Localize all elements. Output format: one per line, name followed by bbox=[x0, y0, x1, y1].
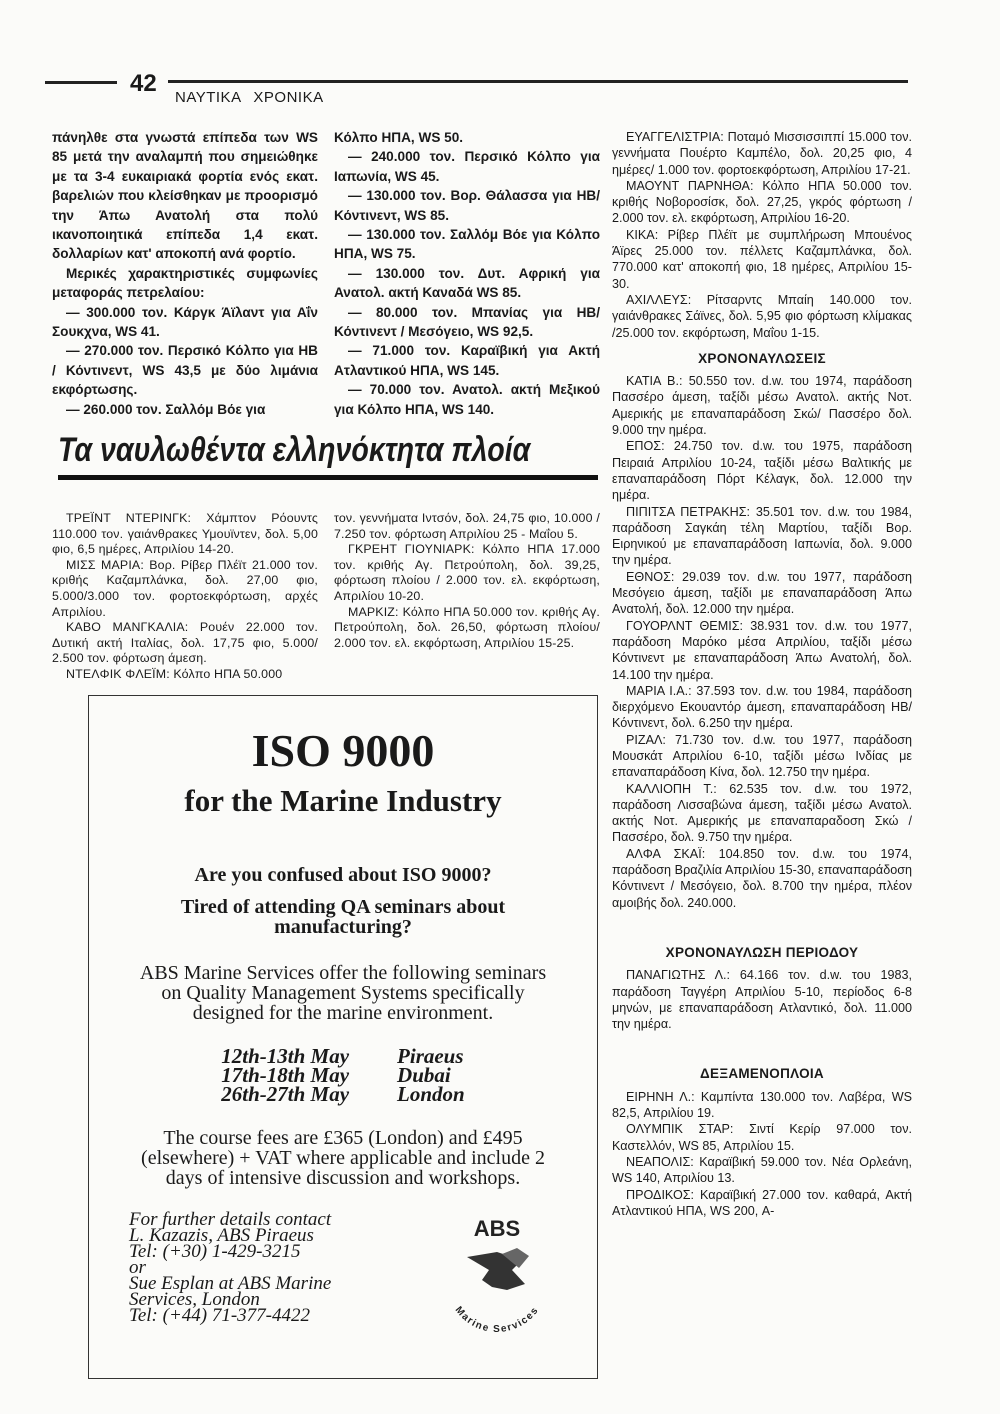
schedule-city: Piraeus bbox=[397, 1043, 464, 1068]
article-column-2 bbox=[334, 128, 600, 419]
schedule-city: Dubai bbox=[397, 1062, 451, 1087]
paragraph: — 130.000 τον. Δυτ. Αφρική για Ανατολ. ακτή Καναδά WS 85. bbox=[334, 265, 600, 301]
ad-body: ABS Marine Services offer the following seminars on Quality Management Systems specifically designed for the marine environment. bbox=[139, 961, 547, 1024]
headline-text: Τα ναυλωθέντα ελληνόκτητα πλοία bbox=[58, 431, 531, 470]
contact-line: L. Kazazis, ABS Piraeus bbox=[129, 1224, 314, 1246]
paragraph: — 300.000 τον. Κάργκ Άϊλαντ για Αΐν Σουκχνα, WS 41. bbox=[52, 304, 318, 340]
charter-entry: ΕΠΟΣ: 24.750 τον. d.w. του 1975, παράδοση Πειραιά Απριλίου 10-24, ταξίδι μέσω Βαλτικής με επαναπαράδοση Πόρτ Κέλαγκ, δολ. 12.000 την ημέρα. bbox=[612, 439, 912, 503]
ad-subtitle: for the Marine Industry bbox=[184, 782, 502, 818]
paragraph: Κόλπο ΗΠΑ, WS 50. bbox=[334, 130, 464, 145]
charter-entry: ΚΑΛΛΙΟΠΗ Τ.: 62.535 τον. d.w. του 1972, παράδοση Λισσαβώνα άμεση, ταξίδι μέσω Ανατολ. ακτής Νοτ. Αμερικής με επαναπαραδοση Σκώ / Πασσέρο, δολ. 9.750 την ημέρα. bbox=[612, 781, 912, 845]
contact-line: Sue Esplan at ABS Marine bbox=[129, 1272, 332, 1294]
charter-entry: ΝΕΑΠΟΛΙΣ: Καραϊβική 59.000 τον. Νέα Ορλεάνη, WS 140, Απριλίου 13. bbox=[612, 1154, 912, 1186]
charter-entry: ΓΟΥΟΡΛΝΤ ΘΕΜΙΣ: 38.931 τον. d.w. του 1977, παράδοση Μαρόκο μέσα Απριλίου, ταξίδι μέσω Κόντινεντ με επαναπαράδοση Άπω Ανατολή, δολ. 14.100 την ημέρα. bbox=[612, 618, 912, 682]
ad-contact-row bbox=[129, 1208, 557, 1332]
svg-text:Marine Services bbox=[453, 1304, 542, 1331]
ad-contact bbox=[129, 1208, 332, 1326]
paragraph: — 260.000 τον. Σαλλόμ Βόε για bbox=[66, 401, 266, 417]
paragraph: — 130.000 τον. Βορ. Θάλασσα για ΗΒ/ Κόντινεντ, WS 85. bbox=[334, 188, 600, 223]
chartered-ships bbox=[52, 511, 600, 683]
schedule-dates: 12th-13th May bbox=[221, 1043, 350, 1068]
schedule-dates: 26th-27th May bbox=[221, 1081, 350, 1106]
ad-title: ISO 9000 bbox=[251, 724, 435, 776]
charter-entry: τον. γεννήματα Ιντσόν, δολ. 24,75 φιο, 10.000 / 7.250 τον. φόρτωση Απριλίου 25 - Μαΐου 5. bbox=[334, 511, 600, 541]
schedule-dates: 17th-18th May bbox=[221, 1062, 350, 1087]
top-article bbox=[52, 128, 600, 419]
ad-fees: The course fees are £365 (London) and £495 (elsewhere) + VAT where applicable and include 2 days of intensive discussion and workshops. bbox=[141, 1126, 545, 1189]
magazine-title: ΝΑΥΤΙΚΑ ΧΡΟΝΙΚΑ bbox=[175, 89, 324, 106]
charter-entry: ΝΤΕΛΦΙΚ ΦΛΕΪΜ: Κόλπο ΗΠΑ 50.000 bbox=[66, 667, 283, 682]
charter-entry: ΑΛΦΑ ΣΚΑΪ: 104.850 τον. d.w. του 1974, παράδοση Βραζιλία Απριλίου 15-30, επαναπαράδοση Κόντινεντ / Μεσόγειο, δολ. 8.700 την ημέρα, πλέον αμοιβής δολ. 240.000. bbox=[612, 846, 912, 910]
paragraph: — 71.000 τον. Καραϊβική για Ακτή Ατλαντικού ΗΠΑ, WS 145. bbox=[334, 343, 600, 378]
right-column bbox=[612, 129, 912, 1219]
paragraph: πάνηλθε στα γνωστά επίπεδα των WS 85 μετά την αναλαμπή που σημειώθηκε με τα 3-4 ευκαιριακά φορτία ενός εκατ. βαρελιών που κλείσθηκαν με προορισμό την Άπω Ανατολή στα πολύ ικανοποιητικά επίπεδα 1,4 εκατ. δολλαρίων κατ' αποκοπή ανά φορτίο. bbox=[52, 130, 318, 262]
charter-entry: ΟΛΥΜΠΙΚ ΣΤΑΡ: Σιντί Κερίρ 97.000 τον. Καστελλόν, WS 85, Απριλίου 15. bbox=[612, 1122, 912, 1153]
section-headline bbox=[58, 429, 600, 485]
seminar-schedule bbox=[197, 1043, 488, 1106]
schedule-city: London bbox=[397, 1081, 465, 1106]
contact-line: Tel: (+30) 1-429-3215 bbox=[129, 1240, 301, 1262]
contact-line: or bbox=[129, 1256, 146, 1278]
abs-eagle-logo-icon bbox=[437, 1212, 557, 1332]
header-rule-right bbox=[168, 80, 908, 83]
schedule-row bbox=[197, 1085, 488, 1104]
iso9000-advertisement bbox=[88, 695, 598, 1379]
contact-line: For further details contact bbox=[129, 1208, 332, 1230]
charter-entry: ΜΙΣΣ ΜΑΡΙΑ: Βορ. Ρίβερ Πλέϊτ 21.000 τον. κριθής Καζαμπλάνκα, δολ. 27,00 φιο, 5.000/3.000 τον. φορτοεκφόρτωση, αρχές Απριλίου. bbox=[52, 557, 318, 619]
charter-entry: ΠΙΠΙΤΣΑ ΠΕΤΡΑΚΗΣ: 35.501 τον. d.w. του 1984, παράδοση Σαγκάη τέλη Μαρτίου, ταξίδι Βορ. Ειρηνικού με επαναπαράδοση Ιαπωνία, δολ. 9.000 την ημέρα. bbox=[612, 504, 912, 568]
charter-entry: ΜΑΟΥΝΤ ΠΑΡΝΗΘΑ: Κόλπο ΗΠΑ 50.000 τον. κριθής Νοβοροσίσκ, δολ. 27,25, γκρός φόρτωση / 2.000 τον. ελ. εκφόρτωση, Απριλίου 16-20. bbox=[612, 178, 912, 226]
page-number: 42 bbox=[130, 70, 157, 97]
chartered-column-2 bbox=[334, 511, 600, 651]
section-heading-period-charter: ΧΡΟΝΟΝΑΥΛΩΣΗ ΠΕΡΙΟΔΟΥ bbox=[665, 944, 859, 960]
charter-entry: ΕΙΡΗΝΗ Λ.: Καμπίντα 130.000 τον. Λαβέρα, WS 82,5, Απριλίου 19. bbox=[612, 1089, 912, 1121]
left-region bbox=[52, 128, 600, 1379]
headline-underline bbox=[58, 475, 598, 480]
charter-entry: ΜΑΡΙΑ Ι.Α.: 37.593 τον. d.w. του 1984, παράδοση διερχόμενο Εκουαντόρ άμεση, επαναπαράδοση ΗΒ/ Κόντινεντ, δολ. 6.250 την ημέρα. bbox=[612, 683, 912, 731]
contact-line: Tel: (+44) 71-377-4422 bbox=[129, 1304, 310, 1326]
charter-entry: ΓΚΡΕΗΤ ΓΙΟΥΝΙΑΡΚ: Κόλπο ΗΠΑ 17.000 τον. κριθής Αγ. Πετρούπολη, δολ. 39,25, φόρτωση πλοίου / 2.000 τον. ελ. εκφόρτωση, Απριλίου 10-20. bbox=[334, 542, 600, 604]
charter-entry: ΚΑΤΙΑ Β.: 50.550 τον. d.w. του 1974, παράδοση Πασσέρο άμεση, ταξίδι μέσω Ανατολ. ακτής Νοτ. Αμερικής με επαναπαράδοση Σκώ/ Πασσέρο δολ. 9.000 την ημέρα. bbox=[612, 374, 912, 438]
logo-top-text: ABS bbox=[473, 1215, 521, 1241]
ad-question-1: Are you confused about ISO 9000? bbox=[194, 863, 492, 886]
paragraph: Μερικές χαρακτηριστικές συμφωνίες μεταφοράς πετρελαίου: bbox=[52, 265, 318, 301]
charter-entry: ΚΑΒΟ ΜΑΝΓΚΑΛΙΑ: Ρουέν 22.000 τον. Δυτική ακτή Ιταλίας, δολ. 17,75 φιο, 5.000/ 2.500 τον. φόρτωση άμεση. bbox=[52, 620, 318, 666]
paragraph: — 70.000 τον. Ανατολ. ακτή Μεξικού για Κόλπο ΗΠΑ, WS 140. bbox=[334, 382, 600, 417]
charter-entry: ΤΡΕΪΝΤ ΝΤΕΡΙΝΓΚ: Χάμπτον Ρόουντς 110.000 τον. γαιάνθρακες Υμουϊντεν, δολ. 5,00 φιο, 6,5 ημέρες, Απριλίου 14-20. bbox=[52, 511, 318, 557]
charter-entry: ΕΥΑΓΓΕΛΙΣΤΡΙΑ: Ποταμό Μισσισσιππί 15.000 τον. γεννήματα Πουέρτο Καμπέλο, δολ. 20,25 φιο, 4 ημέρες/ 1.000 τον. φορτοεκφόρτωση, Απριλίου 17-21. bbox=[612, 130, 912, 177]
logo-bottom-text: Marine Services bbox=[452, 1304, 542, 1332]
charter-entry: ΠΡΟΔΙΚΟΣ: Καραϊβική 27.000 τον. καθαρά, Ακτή Ατλαντικού ΗΠΑ, WS 200, Α- bbox=[612, 1187, 912, 1218]
charter-entry: ΕΘΝΟΣ: 29.039 τον. d.w. του 1977, παράδοση Μεσόγειο άμεση, ταξίδι με επαναπαράδοση Άπω Ανατολή, δολ. 12.000 την ημέρα. bbox=[612, 569, 912, 617]
contact-line: Services, London bbox=[129, 1288, 260, 1310]
paragraph: — 80.000 τον. Μπανίας για ΗΒ/ Κόντινεντ / Μεσόγειο, WS 92,5. bbox=[334, 304, 600, 340]
paragraph: — 240.000 τον. Περσικό Κόλπο για Ιαπωνία, WS 45. bbox=[334, 149, 600, 184]
section-heading-tankers: ΔΕΞΑΜΕΝΟΠΛΟΙΑ bbox=[700, 1066, 824, 1082]
header-rule-left bbox=[45, 81, 117, 84]
charter-entry: ΑΧΙΛΛΕΥΣ: Ρίτσαρντς Μπαίη 140.000 τον. γαιάνθρακες Σάϊνες, δολ. 5,95 φιο φόρτωση κλίμακας /25.000 τον. εκφόρτωση, Μαΐου 1-15. bbox=[612, 292, 912, 340]
article-column-1 bbox=[52, 128, 318, 419]
charter-entry: ΠΑΝΑΓΙΩΤΗΣ Λ.: 64.166 τον. d.w. του 1983, παράδοση Ταγγέρη Απριλίου 5-10, περίοδος 6-8 μηνών, με επαναπαράδοση Ατλαντικό, δολ. 11.000 την ημέρα. bbox=[612, 968, 912, 1032]
charter-entry: ΚΙΚΑ: Ρίβερ Πλέϊτ με συμπλήρωση Μπουένος Άϊρες 25.000 τον. πέλλετς Καζαμπλάνκα, δολ. 770.000 κατ' αποκοπή φιο, 18 ημέρες, Απριλίου 15-30. bbox=[612, 227, 912, 291]
paragraph: — 130.000 τον. Σαλλόμ Βόε για Κόλπο ΗΠΑ, WS 75. bbox=[334, 227, 600, 262]
charter-entry: ΜΑΡΚΙΖ: Κόλπο ΗΠΑ 50.000 τον. κριθής Αγ. Πετρούπολη, δολ. 26,50, φόρτωση πλοίου/ 2.000 τον. ελ. εκφόρτωση, Απριλίου 15-25. bbox=[334, 604, 600, 650]
chartered-column-1 bbox=[52, 511, 318, 683]
paragraph: — 270.000 τον. Περσικό Κόλπο για ΗΒ / Κόντινεντ, WS 43,5 με δύο λιμάνια εκφόρτωσης. bbox=[52, 343, 318, 398]
charter-entry: ΡΙΖΑΛ: 71.730 τον. d.w. του 1977, παράδοση Μουσκάτ Απριλίου 6-10, ταξίδι μέσω Ινδίας με επαναπαράδοση Κίνα, δολ. 12.750 την ημέρα. bbox=[612, 732, 912, 780]
section-heading-time-charters: ΧΡΟΝΟΝΑΥΛΩΣΕΙΣ bbox=[698, 350, 826, 366]
ad-question-2: Tired of attending QA seminars about manufacturing? bbox=[180, 895, 506, 938]
